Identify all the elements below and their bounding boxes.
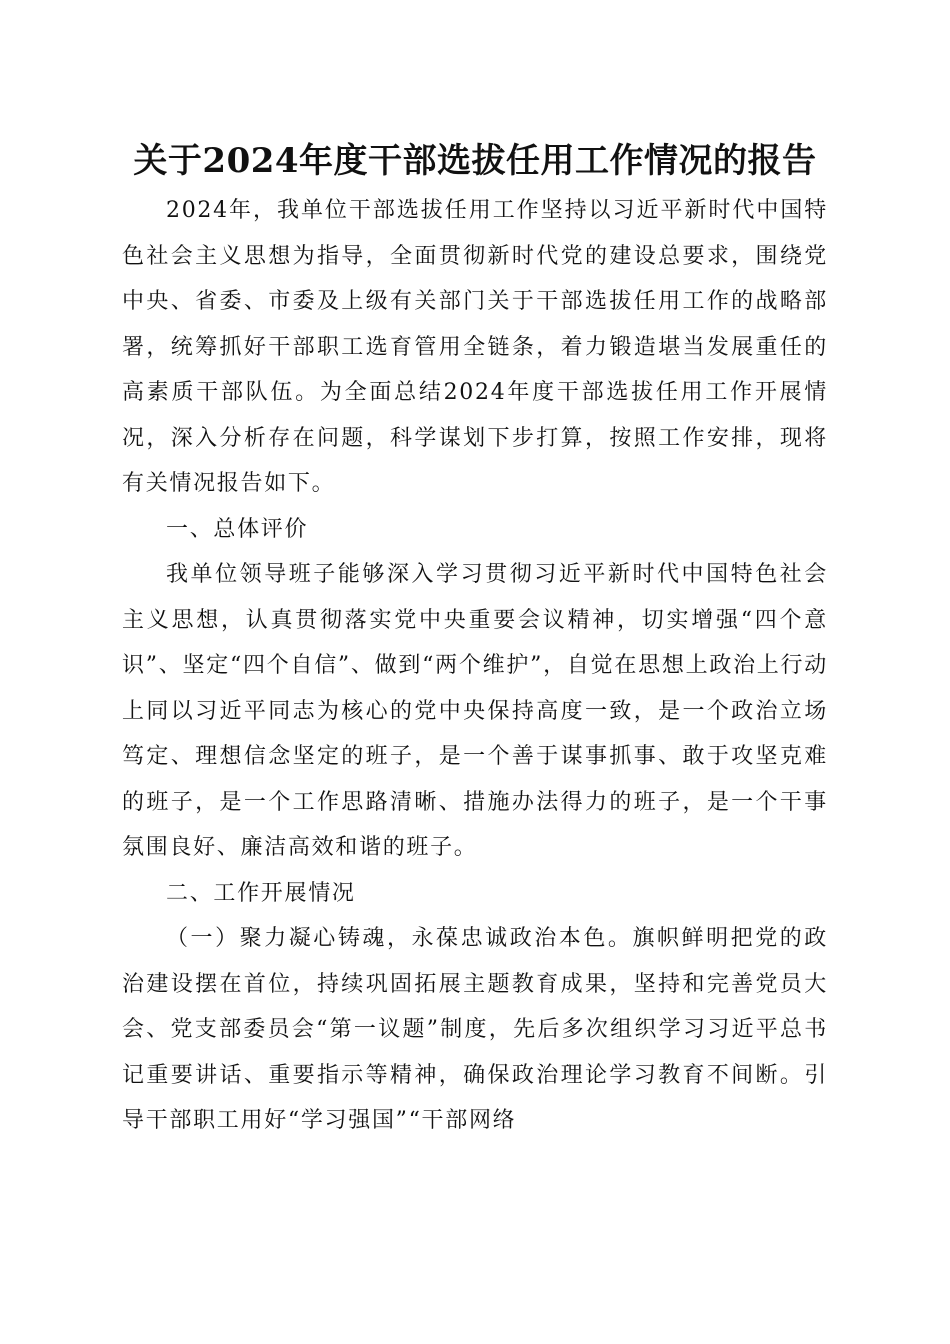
overall-evaluation-paragraph: 我单位领导班子能够深入学习贯彻习近平新时代中国特色社会主义思想，认真贯彻落实党中央重要会议精神，切实增强“四个意识”、坚定“四个自信”、做到“两个维护”，自觉在思想上政治上行动上同以习近平同志为核心的党中央保持高度一致，是一个政治立场笃定、理想信念坚定的班子，是一个善于谋事抓事、敢于攻坚克难的班子，是一个工作思路清晰、措施办法得力的班子，是一个干事氛围良好、廉洁高效和谐的班子。 — [122, 562, 828, 860]
intro-paragraph: 2024年，我单位干部选拔任用工作坚持以习近平新时代中国特色社会主义思想为指导，全面贯彻新时代党的建设总要求，围绕党中央、省委、市委及上级有关部门关于干部选拔任用工作的战略部署，统筹抓好干部职工选育管用全链条，着力锻造堪当发展重任的高素质干部队伍。为全面总结2024年度干部选拔任用工作开展情况，深入分析存在问题，科学谋划下步打算，按照工作安排，现将有关情况报告如下。 — [122, 198, 828, 496]
section-heading-work-progress: 二、工作开展情况 — [166, 880, 356, 906]
document-title: 关于2024年度干部选拔任用工作情况的报告 — [133, 141, 817, 181]
document-body — [122, 188, 828, 1144]
section-heading-overall-evaluation: 一、总体评价 — [166, 516, 309, 542]
work-progress-paragraph: （一）聚力凝心铸魂，永葆忠诚政治本色。旗帜鲜明把党的政治建设摆在首位，持续巩固拓展主题教育成果，坚持和完善党员大会、党支部委员会“第一议题”制度，先后多次组织学习习近平总书记重要讲话、重要指示等精神，确保政治理论学习教育不间断。引导干部职工用好“学习强国”“干部网络 — [122, 926, 828, 1133]
